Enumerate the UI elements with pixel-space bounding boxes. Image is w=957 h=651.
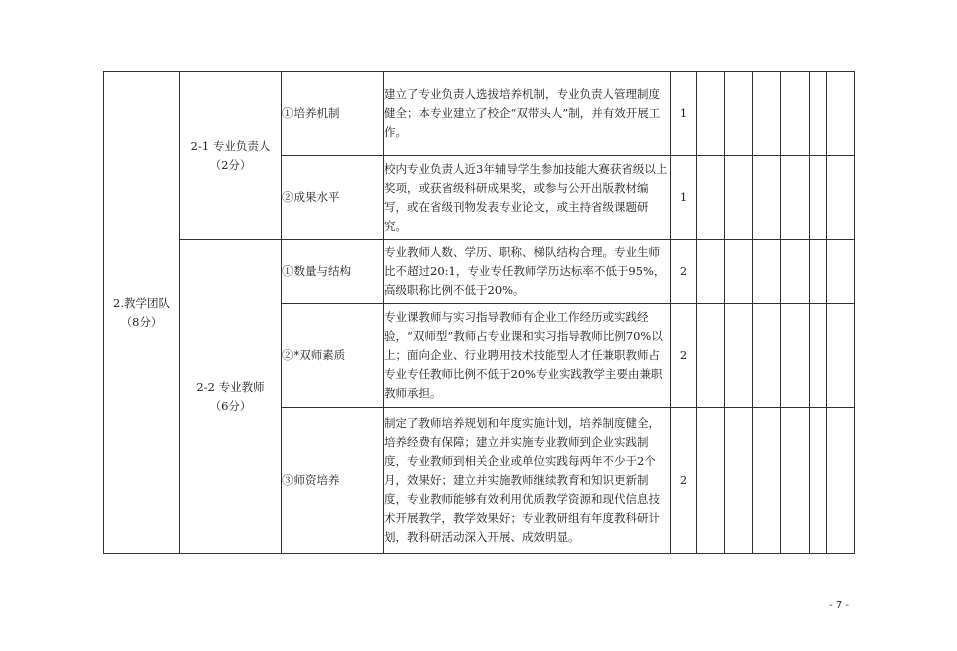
- table-row: [104, 72, 855, 156]
- blank-cell: [810, 156, 827, 240]
- group-cell: [180, 240, 282, 554]
- evaluation-table: [103, 71, 855, 554]
- category-cell: [104, 72, 180, 554]
- blank-cell: [810, 304, 827, 408]
- blank-cell: [810, 408, 827, 554]
- item-standard: 建立了专业负责人选拔培养机制，专业负责人管理制度健全；本专业建立了校企“双带头人”制，并有效开展工作。: [384, 72, 671, 156]
- category-name: 2.教学团队: [113, 295, 170, 310]
- blank-cell: [810, 72, 827, 156]
- group-name: 2-1 专业负责人: [190, 138, 271, 153]
- group-score: （2分）: [209, 157, 252, 172]
- item-name: ①培养机制: [282, 72, 384, 156]
- item-name: ③师资培养: [282, 408, 384, 554]
- blank-cell: [781, 240, 810, 304]
- blank-cell: [781, 156, 810, 240]
- group-score: （6分）: [209, 398, 252, 413]
- item-score: 2: [671, 240, 697, 304]
- blank-cell: [753, 72, 781, 156]
- blank-cell: [725, 72, 753, 156]
- item-standard: 专业课教师与实习指导教师有企业工作经历或实践经验，“双师型”教师占专业课和实习指导教师比例70%以上；面向企业、行业聘用技术技能型人才任兼职教师占专业专任教师比例不低于20%专业实践教学主要由兼职教师承担。: [384, 304, 671, 408]
- blank-cell: [697, 72, 725, 156]
- page-number: - 7 -: [829, 600, 849, 611]
- blank-cell: [753, 408, 781, 554]
- item-score: 1: [671, 156, 697, 240]
- blank-cell: [781, 408, 810, 554]
- blank-cell: [697, 156, 725, 240]
- item-name: ①数量与结构: [282, 240, 384, 304]
- blank-cell: [725, 304, 753, 408]
- blank-cell: [725, 156, 753, 240]
- blank-cell: [697, 304, 725, 408]
- blank-cell: [753, 240, 781, 304]
- category-score: （8分）: [120, 314, 163, 329]
- item-standard: 校内专业负责人近3年辅导学生参加技能大赛获省级以上奖项，或获省级科研成果奖，或参与公开出版教材编写，或在省级刊物发表专业论文，或主持省级课题研究。: [384, 156, 671, 240]
- item-standard: 专业教师人数、学历、职称、梯队结构合理。专业生师比不超过20:1，专业专任教师学历达标率不低于95%，高级职称比例不低于20%。: [384, 240, 671, 304]
- item-standard: 制定了教师培养规划和年度实施计划，培养制度健全，培养经费有保障；建立并实施专业教师到企业实践制度，专业教师到相关企业或单位实践每两年不少于2个月，效果好；建立并实施教师继续教育和知识更新制度，专业教师能够有效利用优质教学资源和现代信息技术开展教学，教学效果好；专业教研组有年度教科研计划，教科研活动深入开展、成效明显。: [384, 408, 671, 554]
- blank-cell: [781, 72, 810, 156]
- table-row: [104, 240, 855, 304]
- blank-cell: [827, 156, 855, 240]
- item-name: ②成果水平: [282, 156, 384, 240]
- blank-cell: [827, 304, 855, 408]
- item-score: 2: [671, 304, 697, 408]
- blank-cell: [827, 72, 855, 156]
- blank-cell: [827, 240, 855, 304]
- group-cell: [180, 72, 282, 240]
- item-score: 2: [671, 408, 697, 554]
- blank-cell: [753, 156, 781, 240]
- blank-cell: [781, 304, 810, 408]
- blank-cell: [697, 240, 725, 304]
- item-name: ②*双师素质: [282, 304, 384, 408]
- group-name: 2-2 专业教师: [196, 379, 265, 394]
- item-score: 1: [671, 72, 697, 156]
- blank-cell: [827, 408, 855, 554]
- blank-cell: [725, 240, 753, 304]
- blank-cell: [725, 408, 753, 554]
- blank-cell: [697, 408, 725, 554]
- blank-cell: [810, 240, 827, 304]
- blank-cell: [753, 304, 781, 408]
